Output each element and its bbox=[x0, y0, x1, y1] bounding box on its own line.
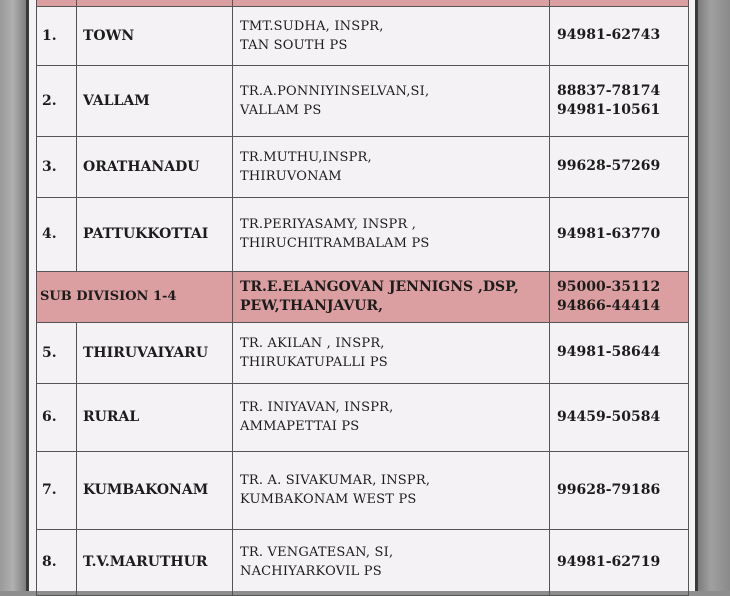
officer-cell bbox=[233, 65, 550, 136]
subdivision-row bbox=[37, 271, 689, 322]
station-name: PATTUKKOTTAI bbox=[77, 197, 233, 271]
officer-name: TR.MUTHU,INSPR, bbox=[240, 149, 372, 165]
row-number: 7. bbox=[37, 451, 77, 529]
officer-station: AMMAPETTAI PS bbox=[240, 419, 360, 434]
subdivision-officer-name: TR.E.ELANGOVAN JENNIGNS ,DSP, bbox=[240, 278, 519, 295]
row-number: 2. bbox=[37, 65, 77, 136]
table-row bbox=[37, 65, 689, 136]
left-frame-edge bbox=[0, 0, 26, 591]
phone-cell bbox=[550, 383, 689, 451]
phone-cell bbox=[550, 65, 689, 136]
phone-number: 94981-63770 bbox=[557, 225, 661, 242]
table-row bbox=[37, 322, 689, 383]
table-row bbox=[37, 6, 689, 65]
subdivision-officer-office: PEW,THANJAVUR, bbox=[240, 297, 383, 314]
table-row bbox=[37, 529, 689, 595]
phone-number: 94981-58644 bbox=[557, 344, 661, 360]
subdivision-phone-cell bbox=[550, 271, 689, 322]
subdivision-label: SUB DIVISION 1-4 bbox=[37, 271, 233, 322]
officer-name: TR. VENGATESAN, SI, bbox=[240, 545, 394, 560]
officer-name: TR.A.PONNIYINSELVAN,SI, bbox=[240, 83, 430, 99]
phone-number: 94459-50584 bbox=[557, 408, 661, 425]
row-number: 6. bbox=[37, 383, 77, 451]
row-number: 3. bbox=[37, 136, 77, 197]
officer-station: THIRUCHITRAMBALAM PS bbox=[240, 236, 430, 251]
officer-station: KUMBAKONAM WEST PS bbox=[240, 492, 417, 507]
document-page bbox=[26, 0, 698, 591]
officer-name: TR. A. SIVAKUMAR, INSPR, bbox=[240, 473, 431, 488]
officer-name: TR. INIYAVAN, INSPR, bbox=[240, 400, 394, 415]
officer-station: THIRUVONAM bbox=[240, 168, 342, 184]
subdivision-officer-cell bbox=[233, 271, 550, 322]
table-row bbox=[37, 383, 689, 451]
officer-cell bbox=[233, 6, 550, 65]
officer-station: NACHIYARKOVIL PS bbox=[240, 564, 382, 579]
phone-cell bbox=[550, 197, 689, 271]
officer-contact-table bbox=[36, 0, 689, 596]
row-number: 4. bbox=[37, 197, 77, 271]
phone-number: 94981-62743 bbox=[557, 27, 661, 43]
station-name: KUMBAKONAM bbox=[77, 451, 233, 529]
station-name: TOWN bbox=[77, 6, 233, 65]
table-row bbox=[37, 451, 689, 529]
officer-cell bbox=[233, 529, 550, 595]
officer-station: VALLAM PS bbox=[240, 102, 322, 118]
table-row bbox=[37, 197, 689, 271]
officer-cell bbox=[233, 197, 550, 271]
station-name: T.V.MARUTHUR bbox=[77, 529, 233, 595]
station-name: VALLAM bbox=[77, 65, 233, 136]
phone-cell bbox=[550, 322, 689, 383]
officer-cell bbox=[233, 136, 550, 197]
row-number: 5. bbox=[37, 322, 77, 383]
station-name: ORATHANADU bbox=[77, 136, 233, 197]
phone-cell bbox=[550, 451, 689, 529]
officer-station: THIRUKATUPALLI PS bbox=[240, 354, 388, 370]
phone-number: 99628-79186 bbox=[557, 481, 661, 498]
phone-number: 99628-57269 bbox=[557, 158, 661, 174]
table-row bbox=[37, 136, 689, 197]
right-frame-edge bbox=[698, 0, 730, 591]
phone-cell bbox=[550, 136, 689, 197]
phone-number: 88837-78174 bbox=[557, 82, 661, 99]
row-number: 8. bbox=[37, 529, 77, 595]
station-name: THIRUVAIYARU bbox=[77, 322, 233, 383]
phone-cell bbox=[550, 6, 689, 65]
officer-station: TAN SOUTH PS bbox=[240, 37, 348, 53]
officer-name: TR.PERIYASAMY, INSPR , bbox=[240, 217, 417, 232]
row-number: 1. bbox=[37, 6, 77, 65]
officer-name: TMT.SUDHA, INSPR, bbox=[240, 18, 384, 34]
phone-number: 94981-62719 bbox=[557, 553, 661, 570]
officer-cell bbox=[233, 451, 550, 529]
phone-number: 94981-10561 bbox=[557, 101, 661, 118]
officer-cell bbox=[233, 322, 550, 383]
officer-cell bbox=[233, 383, 550, 451]
station-name: RURAL bbox=[77, 383, 233, 451]
phone-cell bbox=[550, 529, 689, 595]
phone-number: 95000-35112 bbox=[557, 278, 661, 295]
officer-name: TR. AKILAN , INSPR, bbox=[240, 335, 385, 351]
phone-number: 94866-44414 bbox=[557, 297, 661, 314]
